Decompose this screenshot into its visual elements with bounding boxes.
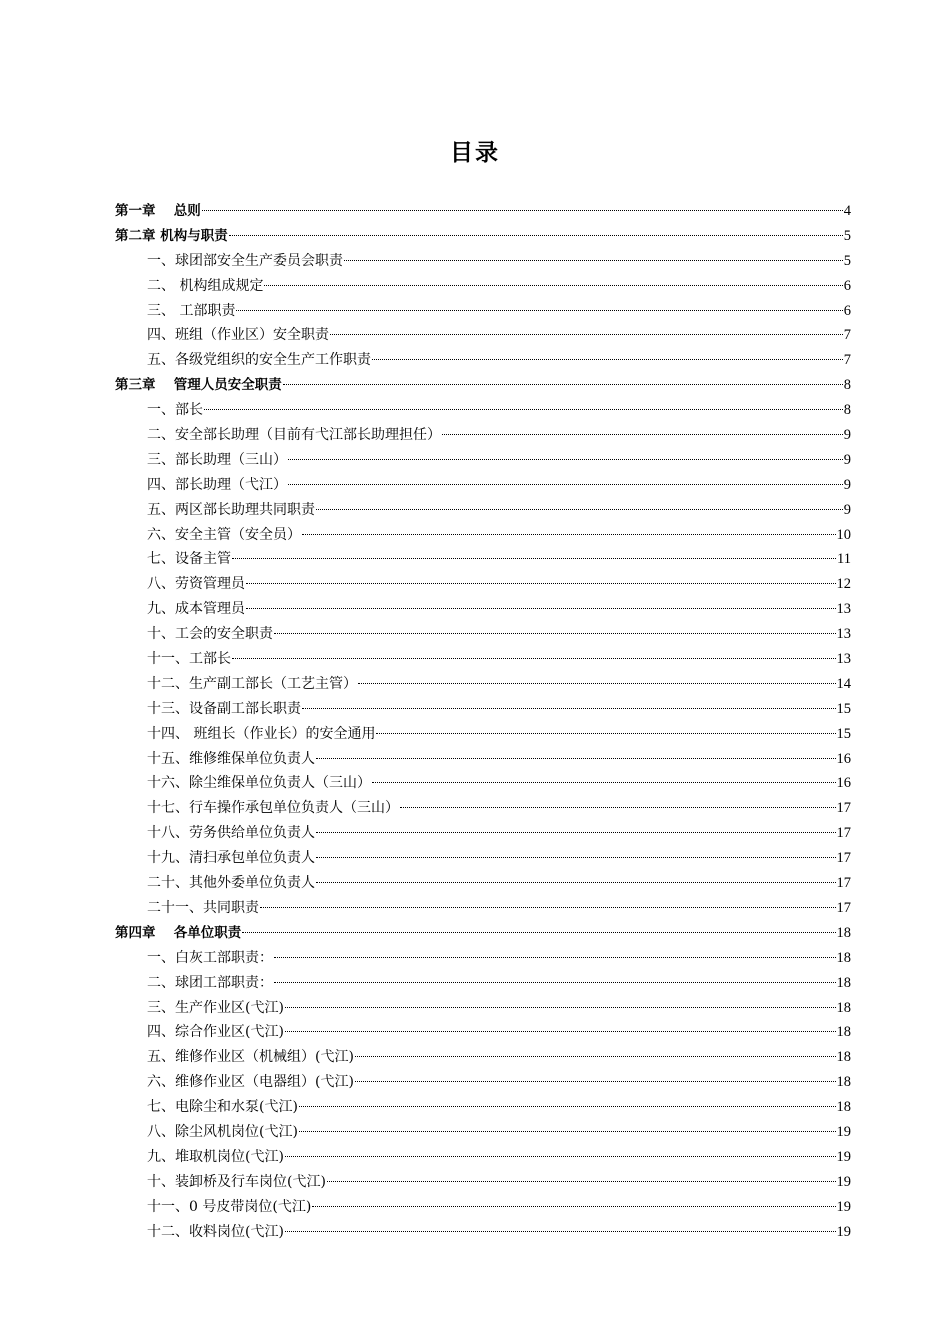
toc-entry-label: 第三章 管理人员安全职责 — [115, 377, 282, 394]
toc-entry-label: 二、安全部长助理（目前有弋江部长助理担任） — [147, 427, 441, 444]
toc-entry-label: 二、 机构组成规定 — [147, 277, 264, 294]
dot-leader — [285, 1156, 836, 1157]
toc-page-number: 15 — [836, 700, 851, 717]
dot-leader — [355, 1056, 836, 1057]
toc-section-entry[interactable] — [115, 871, 851, 896]
toc-section-entry[interactable] — [115, 1195, 851, 1220]
toc-chapter-entry[interactable] — [115, 373, 851, 398]
dot-leader — [316, 857, 836, 858]
toc-section-entry[interactable] — [115, 498, 851, 523]
toc-entry-label: 一、部长 — [147, 402, 203, 419]
toc-page-number: 7 — [843, 352, 851, 369]
toc-section-entry[interactable] — [115, 323, 851, 348]
toc-page-number: 9 — [843, 501, 851, 518]
dot-leader — [442, 434, 843, 435]
dot-leader — [316, 832, 836, 833]
toc-entry-label: 十四、 班组长（作业长）的安全通用 — [147, 725, 376, 742]
toc-entry-label: 五、两区部长助理共同职责 — [147, 501, 315, 518]
dot-leader — [302, 534, 836, 535]
toc-section-entry[interactable] — [115, 473, 851, 498]
page-title: 目录 — [450, 140, 500, 166]
dot-leader — [327, 1181, 836, 1182]
toc-page-number: 10 — [836, 526, 851, 543]
toc-section-entry[interactable] — [115, 971, 851, 996]
toc-section-entry[interactable] — [115, 1095, 851, 1120]
toc-entry-label: 七、电除尘和水泵(弋江) — [147, 1099, 298, 1116]
toc-page-number: 17 — [836, 875, 851, 892]
dot-leader — [285, 1031, 836, 1032]
toc-section-entry[interactable] — [115, 672, 851, 697]
toc-entry-label: 四、部长助理（弋江） — [147, 476, 287, 493]
dot-leader — [232, 658, 836, 659]
toc-section-entry[interactable] — [115, 946, 851, 971]
toc-entry-label: 第一章 总则 — [115, 203, 201, 219]
dot-leader — [299, 1131, 836, 1132]
toc-page-number: 14 — [836, 675, 851, 692]
toc-section-entry[interactable] — [115, 1170, 851, 1195]
toc-entry-label: 一、白灰工部职责： — [147, 949, 273, 966]
toc-section-entry[interactable] — [115, 647, 851, 672]
toc-section-entry[interactable] — [115, 821, 851, 846]
dot-leader — [274, 633, 836, 634]
toc-page-number: 9 — [843, 427, 851, 444]
toc-section-entry[interactable] — [115, 622, 851, 647]
dot-leader — [372, 782, 836, 783]
dot-leader — [302, 708, 836, 709]
dot-leader — [316, 509, 843, 510]
toc-section-entry[interactable] — [115, 722, 851, 747]
toc-page-number: 9 — [843, 451, 851, 468]
dot-leader — [242, 932, 835, 933]
toc-entry-label: 十二、生产副工部长（工艺主管） — [147, 675, 357, 692]
toc-page-number: 19 — [836, 1173, 851, 1190]
toc-page-number: 18 — [836, 974, 851, 991]
toc-section-entry[interactable] — [115, 547, 851, 572]
toc-entry-label: 五、各级党组织的安全生产工作职责 — [147, 352, 371, 369]
toc-page-number: 12 — [836, 576, 851, 593]
toc-section-entry[interactable] — [115, 996, 851, 1021]
toc-page-number: 15 — [836, 725, 851, 742]
toc-entry-label: 十八、劳务供给单位负责人 — [147, 825, 315, 842]
toc-entry-label: 二十、其他外委单位负责人 — [147, 875, 315, 892]
dot-leader — [285, 1231, 836, 1232]
toc-page-number: 18 — [836, 1024, 851, 1041]
toc-entry-label: 十一、0 号皮带岗位(弋江) — [147, 1198, 312, 1215]
toc-entry-label: 二、球团工部职责： — [147, 974, 273, 991]
toc-section-entry[interactable] — [115, 597, 851, 622]
toc-section-entry[interactable] — [115, 697, 851, 722]
toc-entry-label: 九、成本管理员 — [147, 601, 245, 618]
dot-leader — [236, 310, 842, 311]
toc-entry-label: 十、装卸桥及行车岗位(弋江) — [147, 1173, 326, 1190]
dot-leader — [316, 882, 836, 883]
toc-page-number: 13 — [836, 651, 851, 668]
toc-page-number: 19 — [836, 1223, 851, 1240]
toc-entry-label: 一、球团部安全生产委员会职责 — [147, 252, 343, 269]
dot-leader — [232, 558, 836, 559]
toc-page-number: 17 — [836, 899, 851, 916]
dot-leader — [372, 359, 843, 360]
toc-page-number: 7 — [843, 327, 851, 344]
dot-leader — [312, 1206, 835, 1207]
toc-entry-label: 第二章 机构与职责 — [115, 227, 228, 244]
dot-leader — [202, 210, 843, 211]
toc-page-number: 9 — [843, 476, 851, 493]
dot-leader — [288, 459, 843, 460]
toc-section-entry[interactable] — [115, 448, 851, 473]
toc-section-entry[interactable] — [115, 348, 851, 373]
toc-entry-label: 三、生产作业区(弋江) — [147, 999, 284, 1016]
toc-page-number: 5 — [843, 227, 851, 244]
toc-entry-label: 十七、行车操作承包单位负责人（三山） — [147, 800, 399, 817]
toc-section-entry[interactable] — [115, 423, 851, 448]
toc-page-number: 18 — [836, 999, 851, 1016]
toc-entry-label: 三、部长助理（三山） — [147, 451, 287, 468]
dot-leader — [246, 608, 836, 609]
toc-page-number: 17 — [836, 850, 851, 867]
toc-page-number: 18 — [836, 1074, 851, 1091]
dot-leader — [204, 409, 843, 410]
dot-leader — [229, 235, 843, 236]
toc-entry-label: 七、设备主管 — [147, 551, 231, 568]
toc-page-number: 6 — [843, 302, 851, 319]
toc-section-entry[interactable] — [115, 896, 851, 921]
toc-chapter-entry[interactable] — [115, 224, 851, 249]
toc-entry-label: 十六、除尘维保单位负责人（三山） — [147, 775, 371, 792]
toc-page-number: 18 — [836, 924, 851, 941]
toc-chapter-entry[interactable] — [115, 199, 851, 224]
toc-section-entry[interactable] — [115, 846, 851, 871]
toc-entry-label: 九、堆取机岗位(弋江) — [147, 1148, 284, 1165]
toc-page-number: 6 — [843, 277, 851, 294]
toc-entry-label: 第四章 各单位职责 — [115, 924, 242, 941]
toc-entry-label: 六、安全主管（安全员） — [147, 526, 301, 543]
dot-leader — [344, 260, 843, 261]
dot-leader — [264, 285, 842, 286]
toc-entry-label: 十二、收料岗位(弋江) — [147, 1223, 284, 1240]
dot-leader — [274, 982, 836, 983]
dot-leader — [274, 957, 836, 958]
toc-page-number: 17 — [836, 825, 851, 842]
toc-section-entry[interactable] — [115, 1070, 851, 1095]
toc-page-number: 19 — [836, 1198, 851, 1215]
dot-leader — [299, 1106, 836, 1107]
toc-page-number: 13 — [836, 626, 851, 643]
toc-entry-label: 十五、维修维保单位负责人 — [147, 750, 315, 767]
toc-page-number: 8 — [843, 402, 851, 419]
toc-entry-label: 四、班组（作业区）安全职责 — [147, 327, 329, 344]
toc-page-number: 16 — [836, 775, 851, 792]
toc-section-entry[interactable] — [115, 1120, 851, 1145]
dot-leader — [330, 334, 843, 335]
toc-page-number: 11 — [837, 551, 851, 568]
toc-entry-label: 五、维修作业区（机械组）(弋江) — [147, 1049, 354, 1066]
toc-entry-label: 六、维修作业区（电器组）(弋江) — [147, 1074, 354, 1091]
toc-entry-label: 三、 工部职责 — [147, 302, 236, 319]
toc-section-entry[interactable] — [115, 771, 851, 796]
toc-entry-label: 十一、工部长 — [147, 651, 231, 668]
toc-section-entry[interactable] — [115, 398, 851, 423]
dot-leader — [285, 1007, 836, 1008]
dot-leader — [376, 733, 835, 734]
dot-leader — [260, 907, 836, 908]
toc-entry-label: 四、综合作业区(弋江) — [147, 1024, 284, 1041]
toc-entry-label: 二十一、共同职责 — [147, 899, 259, 916]
toc-page-number: 18 — [836, 1099, 851, 1116]
toc-entry-label: 十九、清扫承包单位负责人 — [147, 850, 315, 867]
table-of-contents — [115, 199, 851, 1244]
toc-section-entry[interactable] — [115, 572, 851, 597]
dot-leader — [246, 583, 836, 584]
toc-page-number: 18 — [836, 1049, 851, 1066]
toc-section-entry[interactable] — [115, 796, 851, 821]
toc-page-number: 8 — [843, 377, 851, 394]
toc-entry-label: 八、劳资管理员 — [147, 576, 245, 593]
toc-section-entry[interactable] — [115, 1145, 851, 1170]
toc-page-number: 5 — [843, 252, 851, 269]
toc-page-number: 16 — [836, 750, 851, 767]
toc-entry-label: 十三、设备副工部长职责 — [147, 700, 301, 717]
toc-section-entry[interactable] — [115, 747, 851, 772]
toc-section-entry[interactable] — [115, 299, 851, 324]
toc-section-entry[interactable] — [115, 1020, 851, 1045]
toc-page-number: 18 — [836, 949, 851, 966]
dot-leader — [283, 384, 843, 385]
toc-entry-label: 八、除尘风机岗位(弋江) — [147, 1123, 298, 1140]
dot-leader — [355, 1081, 836, 1082]
toc-section-entry[interactable] — [115, 1220, 851, 1245]
toc-section-entry[interactable] — [115, 1045, 851, 1070]
toc-chapter-entry[interactable] — [115, 921, 851, 946]
toc-entry-label: 十、工会的安全职责 — [147, 626, 273, 643]
dot-leader — [400, 807, 836, 808]
toc-section-entry[interactable] — [115, 523, 851, 548]
toc-page-number: 17 — [836, 800, 851, 817]
toc-page-number: 19 — [836, 1148, 851, 1165]
toc-page-number: 4 — [843, 203, 851, 219]
dot-leader — [358, 683, 836, 684]
dot-leader — [316, 758, 836, 759]
toc-section-entry[interactable] — [115, 274, 851, 299]
toc-page-number: 13 — [836, 601, 851, 618]
toc-section-entry[interactable] — [115, 249, 851, 274]
dot-leader — [288, 484, 843, 485]
toc-page-number: 19 — [836, 1123, 851, 1140]
